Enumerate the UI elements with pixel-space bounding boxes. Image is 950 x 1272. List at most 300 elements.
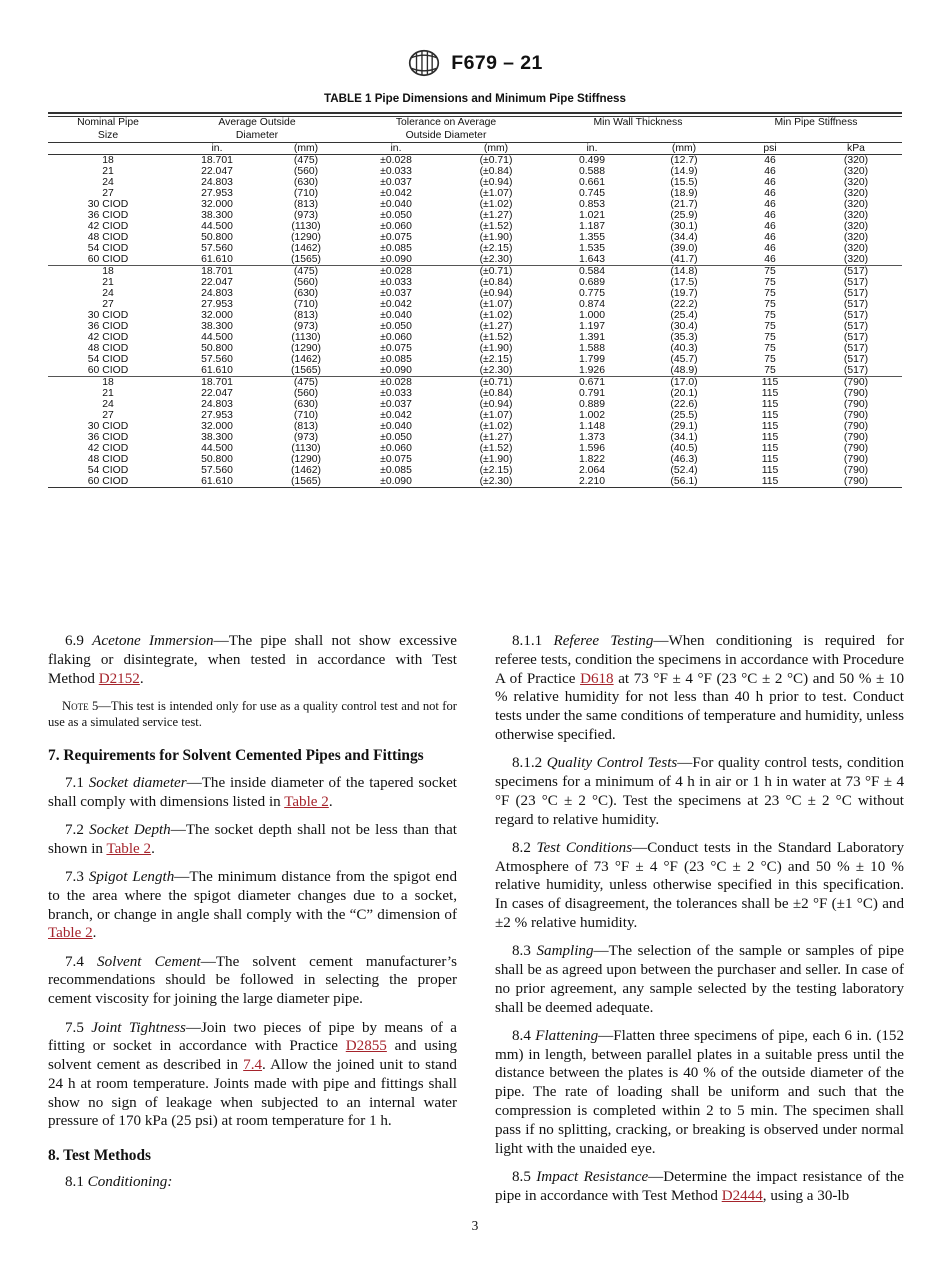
cell-tol-in: ±0.040 xyxy=(380,310,412,322)
clause-text: —The selection of the sample or samples of pipe shall be as agreed upon between the purchaser and seller. In case of no prior agreement, any sample selected by the testing laboratory shall be deemed adequate. xyxy=(495,943,905,1016)
cell-od-in: 18.701 xyxy=(168,377,266,389)
cell-ps-psi: 115 xyxy=(761,388,779,400)
clause-text-tail: . xyxy=(139,670,144,687)
cell-tol-mm: (±1.90) xyxy=(479,232,513,244)
cell-wall-in: 1.197 xyxy=(578,321,605,333)
cell-wall-in: 0.689 xyxy=(578,277,605,289)
cell-od-mm: (1290) xyxy=(290,343,322,355)
table-row xyxy=(48,166,902,177)
clause-text-tail: at 73 °F ± 4 °F (23 °C ± 2 °C) and 50 % ± 10 % relative humidity for not less than 40 h prior to test. Conduct tests under the same conditions of temperature and humidity, unless otherwise specified. xyxy=(495,670,904,743)
cell-ps-kpa: (790) xyxy=(843,454,869,466)
note-label: Note xyxy=(62,699,89,714)
cell-tol-in: ±0.040 xyxy=(380,199,412,211)
cell-tol-mm: (±1.52) xyxy=(479,221,513,233)
cell-wall-mm: (29.1) xyxy=(670,421,698,433)
clause-title: Solvent Cement xyxy=(97,953,201,970)
paragraph-6-9 xyxy=(48,632,457,688)
cell-od-in: 44.500 xyxy=(201,332,233,344)
cell-od-in: 27.953 xyxy=(201,188,233,200)
cell-tol-in: ±0.033 xyxy=(380,388,412,400)
unit-od-in: in. xyxy=(168,143,266,155)
cell-od-in: 22.047 xyxy=(201,277,233,289)
cell-ps-psi: 75 xyxy=(764,332,776,344)
paragraph-8-1 xyxy=(48,1173,457,1192)
cell-wall-in: 2.210 xyxy=(578,476,605,488)
cell-wall-mm: (30.4) xyxy=(670,321,698,333)
cell-wall-mm: (14.8) xyxy=(638,266,730,278)
cell-tol-mm: (±1.52) xyxy=(479,443,513,455)
cell-od-mm: (1290) xyxy=(290,454,322,466)
cell-nominal-size: 60 CIOD xyxy=(87,476,129,488)
table-group-header-row xyxy=(48,117,902,143)
cell-ps-psi: 75 xyxy=(764,310,776,322)
cell-od-mm: (560) xyxy=(293,388,319,400)
cell-nominal-size: 18 xyxy=(102,155,114,167)
cell-nominal-size: 21 xyxy=(102,166,114,178)
table-1-container xyxy=(48,92,902,488)
cell-od-mm: (973) xyxy=(293,210,319,222)
cell-od-mm: (813) xyxy=(293,310,319,322)
table-row xyxy=(48,177,902,188)
clause-title: Impact Resistance xyxy=(536,1168,649,1185)
cell-tol-mm: (±0.84) xyxy=(479,166,513,178)
clause-text: —When conditioning is required for referee tests, condition the specimens in accordance with Procedure A of Practice xyxy=(495,633,904,687)
cell-nominal-size: 18 xyxy=(48,266,168,278)
cell-ps-psi: 75 xyxy=(764,277,776,289)
cell-tol-mm: (±1.27) xyxy=(479,432,513,444)
link-d618[interactable]: D618 xyxy=(580,670,614,687)
cell-od-in: 50.800 xyxy=(201,454,233,466)
cell-wall-mm: (30.1) xyxy=(670,221,698,233)
cell-ps-kpa: (790) xyxy=(843,410,869,422)
cell-wall-mm: (17.0) xyxy=(638,377,730,389)
cell-nominal-size: 42 CIOD xyxy=(87,332,129,344)
cell-tol-mm: (±1.27) xyxy=(479,321,513,333)
cell-tol-mm: (±1.07) xyxy=(479,299,513,311)
cell-tol-in: ±0.042 xyxy=(380,299,412,311)
paragraph-8-5 xyxy=(495,1168,904,1206)
cell-ps-kpa: (790) xyxy=(843,465,869,477)
clause-number: 8.3 xyxy=(512,943,531,960)
cell-wall-in: 1.002 xyxy=(578,410,605,422)
link-d2444[interactable]: D2444 xyxy=(721,1187,763,1204)
clause-title: Referee Testing xyxy=(553,633,654,649)
standard-designation: F679 – 21 xyxy=(451,51,543,74)
heading-section-7: 7. Requirements for Solvent Cemented Pipes and Fittings xyxy=(48,747,424,765)
table-row xyxy=(48,332,902,343)
cell-tol-in: ±0.085 xyxy=(380,465,412,477)
cell-od-in: 38.300 xyxy=(201,321,233,333)
cell-tol-mm: (±0.94) xyxy=(479,288,513,300)
cell-tol-mm: (±1.90) xyxy=(479,343,513,355)
page-number: 3 xyxy=(471,1218,479,1233)
cell-tol-in: ±0.033 xyxy=(380,166,412,178)
cell-tol-in: ±0.028 xyxy=(346,377,446,389)
clause-text-tail: . xyxy=(328,793,333,810)
cell-wall-in: 0.745 xyxy=(578,188,605,200)
clause-text-tail: , using a 30-lb xyxy=(762,1187,850,1204)
link-table-2[interactable]: Table 2 xyxy=(48,925,93,942)
cell-wall-in: 1.799 xyxy=(578,354,605,366)
cell-wall-mm: (52.4) xyxy=(670,465,698,477)
cell-nominal-size: 24 xyxy=(102,288,114,300)
cell-wall-mm: (25.4) xyxy=(670,310,698,322)
cell-od-in: 22.047 xyxy=(201,166,233,178)
cell-ps-kpa: (517) xyxy=(843,332,869,344)
cell-tol-in: ±0.085 xyxy=(380,354,412,366)
cell-wall-in: 1.926 xyxy=(578,365,605,377)
cell-wall-in: 2.064 xyxy=(578,465,605,477)
cell-od-mm: (630) xyxy=(293,177,319,189)
cell-tol-in: ±0.060 xyxy=(380,221,412,233)
cell-ps-psi: 115 xyxy=(730,377,810,389)
cell-wall-in: 1.822 xyxy=(578,454,605,466)
note-5 xyxy=(48,699,457,730)
table-row xyxy=(48,343,902,354)
cell-ps-kpa: (320) xyxy=(843,254,869,266)
cell-tol-in: ±0.042 xyxy=(380,188,412,200)
link-table-2[interactable]: Table 2 xyxy=(284,793,329,810)
cell-wall-mm: (46.3) xyxy=(670,454,698,466)
cell-tol-mm: (±0.71) xyxy=(446,377,546,389)
right-column xyxy=(495,632,904,1222)
cell-ps-psi: 46 xyxy=(764,199,776,211)
cell-ps-psi: 115 xyxy=(761,454,779,466)
cell-ps-psi: 115 xyxy=(761,421,779,433)
cell-tol-mm: (±1.52) xyxy=(479,332,513,344)
cell-wall-mm: (39.0) xyxy=(670,243,698,255)
link-clause-7-4[interactable]: 7.4 xyxy=(243,1057,263,1074)
cell-tol-mm: (±2.15) xyxy=(479,465,513,477)
cell-ps-kpa: (517) xyxy=(810,266,902,278)
cell-wall-mm: (18.9) xyxy=(670,188,698,200)
cell-wall-mm: (56.1) xyxy=(670,476,698,488)
cell-wall-mm: (22.6) xyxy=(670,399,698,411)
cell-od-mm: (475) xyxy=(266,377,346,389)
cell-wall-in: 1.148 xyxy=(578,421,605,433)
cell-wall-in: 0.853 xyxy=(578,199,605,211)
cell-od-mm: (475) xyxy=(293,155,319,167)
body-columns xyxy=(48,632,904,1222)
cell-wall-in: 0.889 xyxy=(578,399,605,411)
table-row xyxy=(48,266,902,278)
cell-ps-psi: 115 xyxy=(761,465,779,477)
cell-wall-mm: (41.7) xyxy=(670,254,698,266)
cell-tol-mm: (±2.30) xyxy=(479,254,513,266)
cell-ps-kpa: (320) xyxy=(843,155,869,167)
table-row xyxy=(48,232,902,243)
cell-wall-mm: (17.5) xyxy=(670,277,698,289)
cell-tol-mm: (±0.94) xyxy=(479,177,513,189)
table-row xyxy=(48,221,902,232)
cell-tol-mm: (±1.27) xyxy=(479,210,513,222)
cell-tol-mm: (±1.07) xyxy=(479,410,513,422)
paragraph-7-1 xyxy=(48,774,457,812)
cell-tol-mm: (±2.15) xyxy=(479,354,513,366)
cell-wall-in: 1.588 xyxy=(578,343,605,355)
cell-ps-kpa: (320) xyxy=(843,199,869,211)
cell-ps-psi: 75 xyxy=(764,365,776,377)
cell-ps-psi: 115 xyxy=(761,432,779,444)
cell-wall-mm: (40.5) xyxy=(670,443,698,455)
cell-od-mm: (710) xyxy=(293,299,319,311)
cell-od-in: 57.560 xyxy=(201,243,233,255)
cell-od-in: 57.560 xyxy=(201,354,233,366)
cell-od-in: 32.000 xyxy=(201,310,233,322)
cell-nominal-size: 21 xyxy=(102,388,114,400)
cell-nominal-size: 30 CIOD xyxy=(87,199,129,211)
cell-od-mm: (813) xyxy=(293,421,319,433)
cell-od-in: 18.701 xyxy=(201,155,233,167)
header-average-outside-diameter: Average Outside Diameter xyxy=(168,117,346,143)
cell-tol-in: ±0.060 xyxy=(380,332,412,344)
link-d2855[interactable]: D2855 xyxy=(345,1038,387,1055)
cell-ps-kpa: (517) xyxy=(843,354,869,366)
clause-text-tail: . xyxy=(92,925,97,942)
cell-ps-psi: 46 xyxy=(764,243,776,255)
clause-number: 7.4 xyxy=(65,953,84,970)
cell-od-in: 61.610 xyxy=(201,476,233,488)
cell-od-mm: (710) xyxy=(293,410,319,422)
cell-nominal-size: 30 CIOD xyxy=(87,421,129,433)
cell-wall-mm: (25.5) xyxy=(670,410,698,422)
cell-wall-in: 1.000 xyxy=(578,310,605,322)
table-row xyxy=(48,288,902,299)
left-column xyxy=(48,632,457,1222)
cell-wall-in: 1.391 xyxy=(578,332,605,344)
cell-od-in: 27.953 xyxy=(201,410,233,422)
cell-od-in: 61.610 xyxy=(201,365,233,377)
paragraph-8-2 xyxy=(495,839,904,933)
cell-od-mm: (1565) xyxy=(290,365,322,377)
cell-wall-mm: (21.7) xyxy=(670,199,698,211)
cell-ps-psi: 75 xyxy=(730,266,810,278)
clause-title: Joint Tightness xyxy=(91,1019,186,1036)
clause-title: Sampling xyxy=(536,943,594,960)
header-min-wall-thickness: Min Wall Thickness xyxy=(546,117,730,143)
cell-tol-in: ±0.037 xyxy=(380,399,412,411)
cell-wall-in: 0.584 xyxy=(546,266,638,278)
cell-wall-mm: (14.9) xyxy=(670,166,698,178)
table-row xyxy=(48,388,902,399)
cell-od-mm: (973) xyxy=(293,321,319,333)
clause-text: —The solvent cement manufacturer’s recommendations should be followed in selecting the proper cement viscosity for joining the large diameter pipe. xyxy=(48,953,457,1008)
cell-ps-kpa: (790) xyxy=(843,432,869,444)
clause-number: 7.5 xyxy=(65,1019,84,1036)
cell-od-in: 50.800 xyxy=(201,232,233,244)
paragraph-8-3 xyxy=(495,942,904,1017)
clause-text-tail: . Allow the joined unit to stand 24 h at room temperature. Joints made with pipe and fittings shall show no sign of leakage when subjected to an internal water pressure of 170 kPa (25 psi) at room temperature for 1 h. xyxy=(48,1057,457,1130)
paragraph-8-4 xyxy=(495,1027,904,1158)
cell-nominal-size: 27 xyxy=(102,188,114,200)
table-row xyxy=(48,243,902,254)
cell-wall-in: 1.596 xyxy=(578,443,605,455)
clause-text: —The socket depth shall not be less than that shown in xyxy=(48,821,457,857)
clause-text: —Flatten three specimens of pipe, each 6 in. (152 mm) in length, between parallel plates in a suitable press until the distance between the plates is 40 % of the outside diameter of the pipe. The rate of loading shall be uniform and such that the compression is completed within 2 to 5 min. The specimen shall pass if no splitting, cracking, or breaking is observed under normal light with the unaided eye. xyxy=(495,1027,904,1157)
cell-nominal-size: 54 CIOD xyxy=(87,465,129,477)
clause-text: —For quality control tests, condition specimens for a minimum of 4 h in air or 1 h in water at 73 °F ± 4 °F (23 °C ± 2 °C). Test the specimens at 23 °C ± 2 °C without regard to relative humidity. xyxy=(495,755,904,828)
clause-text: —Conduct tests in the Standard Laboratory Atmosphere of 73 °F ± 4 °F (23 °C ± 2 °C) and 50 % ± 10 % relative humidity, unless otherwise specified in this specification. In cases of disagreement, the tolerances shall be ±2 °F (±1 °C) and ±2 % relative humidity. xyxy=(495,839,904,931)
cell-ps-kpa: (320) xyxy=(843,177,869,189)
cell-tol-in: ±0.060 xyxy=(380,443,412,455)
link-d2152[interactable]: D2152 xyxy=(98,670,140,687)
cell-nominal-size: 18 xyxy=(48,377,168,389)
link-table-2[interactable]: Table 2 xyxy=(106,840,152,857)
cell-wall-mm: (34.4) xyxy=(670,232,698,244)
cell-nominal-size: 60 CIOD xyxy=(87,254,129,266)
cell-nominal-size: 30 CIOD xyxy=(87,310,129,322)
cell-ps-kpa: (517) xyxy=(843,299,869,311)
clause-title: Spigot Length xyxy=(88,869,175,886)
cell-wall-mm: (25.9) xyxy=(670,210,698,222)
cell-ps-psi: 75 xyxy=(764,343,776,355)
unit-wall-mm: (mm) xyxy=(638,143,730,155)
cell-tol-in: ±0.075 xyxy=(380,232,412,244)
cell-nominal-size: 60 CIOD xyxy=(87,365,129,377)
cell-wall-mm: (20.1) xyxy=(670,388,698,400)
unit-ps-psi: psi xyxy=(730,143,810,155)
cell-nominal-size: 21 xyxy=(102,277,114,289)
cell-tol-in: ±0.075 xyxy=(380,343,412,355)
unit-tol-in: in. xyxy=(346,143,446,155)
cell-tol-in: ±0.050 xyxy=(380,321,412,333)
paragraph-8-1-2 xyxy=(495,754,904,829)
cell-ps-psi: 46 xyxy=(764,155,776,167)
cell-tol-in: ±0.040 xyxy=(380,421,412,433)
cell-od-in: 24.803 xyxy=(201,399,233,411)
cell-od-mm: (475) xyxy=(266,266,346,278)
cell-tol-in: ±0.033 xyxy=(380,277,412,289)
paragraph-7-4 xyxy=(48,953,457,1009)
cell-nominal-size: 48 CIOD xyxy=(87,454,129,466)
clause-text: —Join two pieces of pipe by means of a fitting or socket in accordance with Practice xyxy=(48,1019,458,1055)
cell-od-in: 22.047 xyxy=(201,388,233,400)
page-header xyxy=(0,46,950,80)
cell-ps-psi: 115 xyxy=(761,410,779,422)
cell-nominal-size: 54 CIOD xyxy=(87,354,129,366)
cell-od-in: 50.800 xyxy=(201,343,233,355)
table-caption: TABLE 1 Pipe Dimensions and Minimum Pipe Stiffness xyxy=(324,92,626,105)
clause-number: 7.3 xyxy=(65,869,84,886)
cell-tol-mm: (±1.90) xyxy=(479,454,513,466)
clause-number: 8.1 xyxy=(65,1173,84,1190)
cell-nominal-size: 36 CIOD xyxy=(87,210,129,222)
clause-text: —The inside diameter of the tapered socket shall comply with dimensions listed in xyxy=(48,774,457,810)
cell-ps-kpa: (790) xyxy=(843,476,869,488)
cell-ps-psi: 75 xyxy=(764,288,776,300)
cell-od-in: 27.953 xyxy=(201,299,233,311)
cell-nominal-size: 24 xyxy=(102,399,114,411)
cell-od-in: 44.500 xyxy=(201,221,233,233)
table-row xyxy=(48,454,902,465)
clause-number: 7.1 xyxy=(65,774,84,791)
cell-wall-in: 1.021 xyxy=(578,210,605,222)
cell-ps-psi: 115 xyxy=(761,399,779,411)
cell-tol-mm: (±2.15) xyxy=(479,243,513,255)
table-row xyxy=(48,299,902,310)
cell-tol-mm: (±1.02) xyxy=(479,310,513,322)
cell-ps-kpa: (790) xyxy=(843,421,869,433)
clause-number: 8.1.1 xyxy=(512,633,543,649)
cell-tol-mm: (±1.07) xyxy=(479,188,513,200)
note-text: This test is intended only for use as a quality control test and not for use as a simulated service test. xyxy=(48,699,457,729)
table-row xyxy=(48,421,902,432)
cell-wall-in: 0.499 xyxy=(578,155,605,167)
table-row xyxy=(48,476,902,488)
cell-wall-mm: (12.7) xyxy=(670,155,698,167)
cell-ps-kpa: (517) xyxy=(843,343,869,355)
cell-od-mm: (973) xyxy=(293,432,319,444)
cell-tol-mm: (±0.84) xyxy=(479,388,513,400)
cell-od-mm: (1130) xyxy=(291,221,321,233)
cell-od-mm: (710) xyxy=(293,188,319,200)
cell-wall-in: 0.791 xyxy=(578,388,605,400)
paragraph-8-1-1 xyxy=(495,632,904,745)
unit-od-mm: (mm) xyxy=(266,143,346,155)
table-row xyxy=(48,310,902,321)
cell-od-mm: (1130) xyxy=(291,332,321,344)
cell-od-in: 57.560 xyxy=(201,465,233,477)
cell-ps-psi: 75 xyxy=(764,299,776,311)
cell-tol-in: ±0.037 xyxy=(380,177,412,189)
cell-nominal-size: 48 CIOD xyxy=(87,232,129,244)
cell-ps-kpa: (517) xyxy=(843,365,869,377)
table-row xyxy=(48,365,902,377)
clause-text: —The minimum distance from the spigot end to the area where the spigot diameter changes due to a socket, branch, or change in angle shall comply with the “C” dimension of xyxy=(48,869,457,923)
cell-ps-kpa: (790) xyxy=(843,388,869,400)
cell-od-in: 32.000 xyxy=(201,421,233,433)
table-row xyxy=(48,432,902,443)
cell-od-in: 32.000 xyxy=(201,199,233,211)
cell-nominal-size: 42 CIOD xyxy=(87,443,129,455)
cell-tol-in: ±0.090 xyxy=(380,365,412,377)
cell-ps-kpa: (517) xyxy=(843,310,869,322)
cell-wall-in: 0.775 xyxy=(578,288,605,300)
cell-tol-in: ±0.037 xyxy=(380,288,412,300)
cell-od-in: 24.803 xyxy=(201,288,233,300)
cell-ps-psi: 75 xyxy=(764,354,776,366)
cell-od-mm: (560) xyxy=(293,277,319,289)
cell-ps-kpa: (517) xyxy=(843,288,869,300)
pipe-dimensions-table xyxy=(48,112,902,488)
header-nominal-size: Nominal Pipe Size xyxy=(48,117,168,143)
clause-number: 8.4 xyxy=(512,1027,531,1044)
clause-text-mid: and using solvent cement as described in xyxy=(48,1038,457,1074)
cell-ps-psi: 46 xyxy=(764,166,776,178)
cell-tol-in: ±0.075 xyxy=(380,454,412,466)
cell-od-mm: (1462) xyxy=(290,243,322,255)
cell-ps-kpa: (320) xyxy=(843,166,869,178)
cell-tol-in: ±0.028 xyxy=(346,266,446,278)
clause-text: —Determine the impact resistance of the pipe in accordance with Test Method xyxy=(495,1168,904,1204)
cell-tol-in: ±0.090 xyxy=(380,254,412,266)
cell-tol-mm: (±1.02) xyxy=(479,199,513,211)
table-row xyxy=(48,377,902,389)
table-row xyxy=(48,188,902,199)
cell-ps-kpa: (790) xyxy=(843,443,869,455)
cell-ps-kpa: (517) xyxy=(843,321,869,333)
cell-tol-in: ±0.028 xyxy=(380,155,412,167)
cell-od-mm: (1130) xyxy=(291,443,321,455)
cell-ps-kpa: (320) xyxy=(843,243,869,255)
cell-nominal-size: 27 xyxy=(102,410,114,422)
cell-wall-mm: (34.1) xyxy=(670,432,698,444)
cell-od-mm: (1290) xyxy=(290,232,322,244)
clause-number: 8.5 xyxy=(512,1168,531,1185)
table-row xyxy=(48,443,902,454)
cell-ps-psi: 46 xyxy=(764,221,776,233)
cell-wall-in: 0.874 xyxy=(578,299,605,311)
